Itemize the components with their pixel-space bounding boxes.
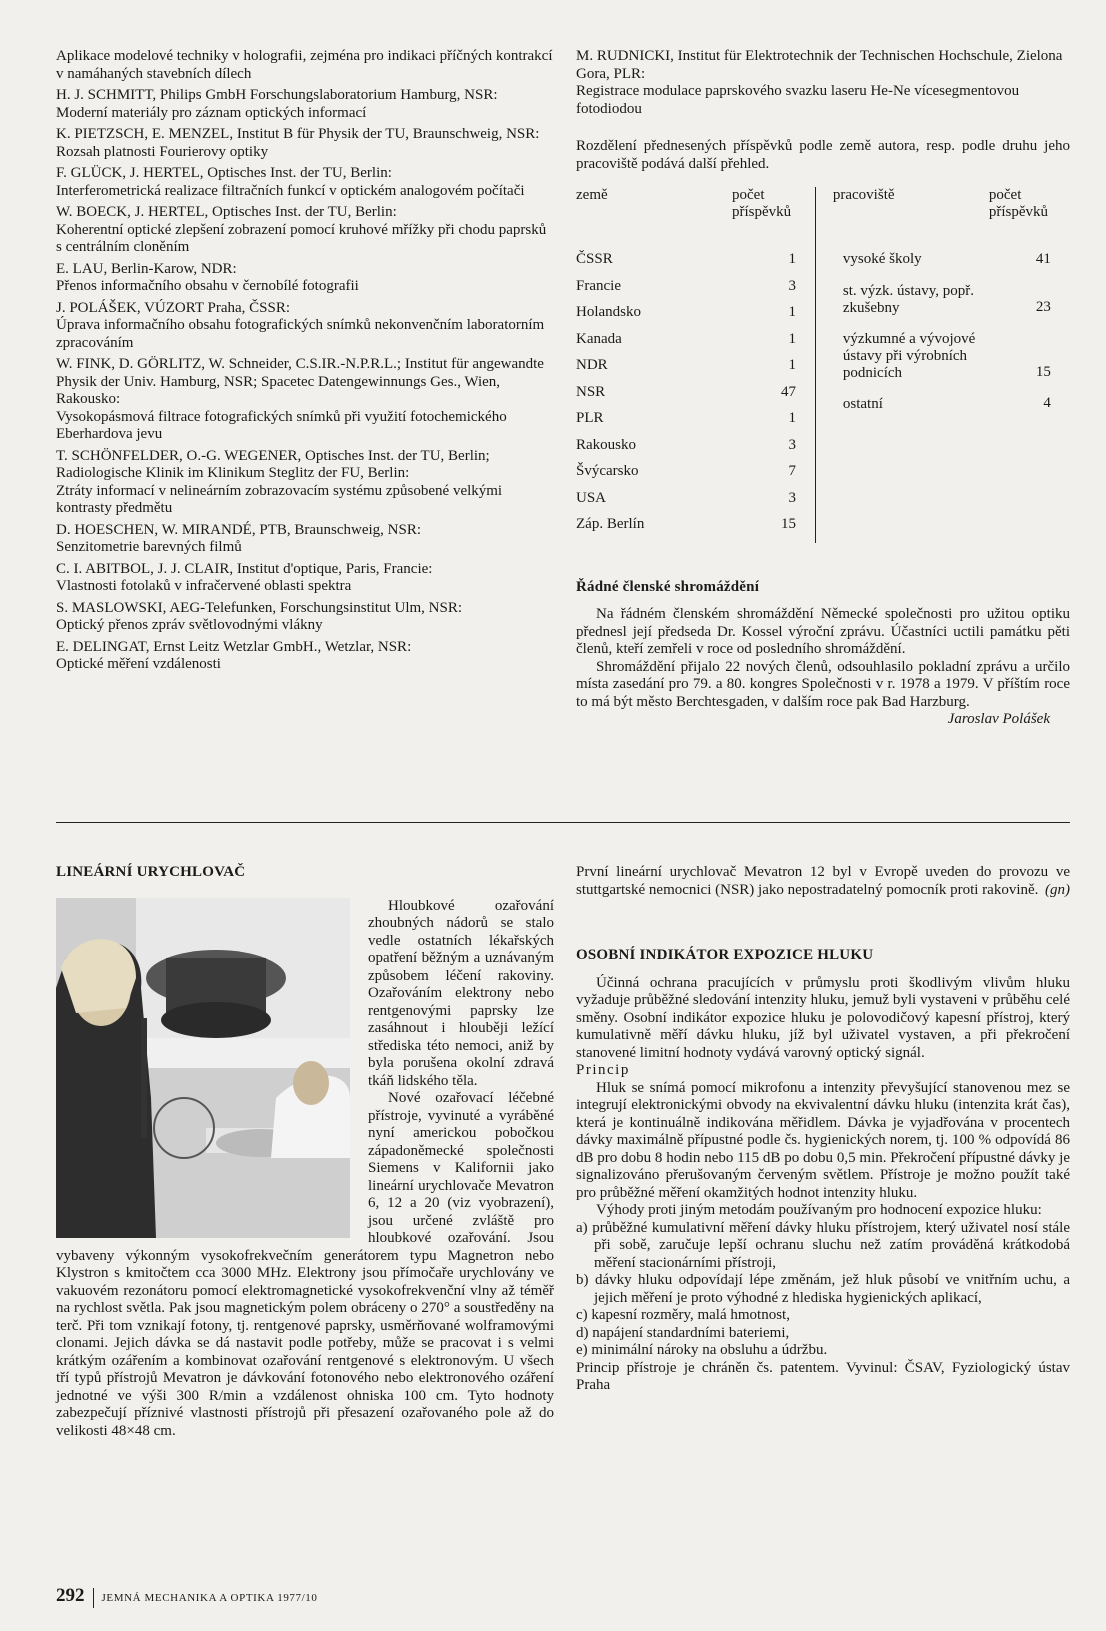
workplace-name: výzkumné a vývojové ústavy při výrobních podnicích	[842, 330, 976, 381]
workplace-name: st. výzk. ústavy, popř. zkušebny	[842, 282, 974, 316]
workplace-count: 4	[1043, 395, 1051, 411]
reference-authors: W. BOECK, J. HERTEL, Optisches Inst. der TU, Berlin:	[56, 204, 397, 220]
country-count: 3	[788, 436, 796, 453]
noise-paragraph-4: Princip přístroje je chráněn čs. patentem. Vyvinul: ČSAV, Fyziologický ústav Praha	[576, 1359, 1070, 1393]
country-row	[576, 304, 806, 331]
country-name: Francie	[576, 277, 621, 294]
reference-authors: D. HOESCHEN, W. MIRANDÉ, PTB, Braunschweig, NSR:	[56, 521, 422, 538]
accelerator-photo	[56, 898, 350, 1238]
country-row	[576, 516, 806, 543]
footer-separator	[93, 1588, 94, 1608]
country-name: Holandsko	[576, 304, 641, 320]
country-count: 1	[788, 357, 796, 373]
references-column	[56, 48, 554, 678]
country-row	[576, 410, 806, 437]
linac-closing	[576, 864, 1070, 899]
advantage-item: a) průběžné kumulativní měření dávky hluku přístrojem, který uživatel nosí stále při sobě, zaručuje lepší ochranu sluchu než zatím prováděná krátkodobá měření stacionárními přístroji,	[576, 1219, 1070, 1271]
linac-heading: LINEÁRNÍ URYCHLOVAČ	[56, 864, 246, 880]
country-name: Kanada	[576, 330, 622, 347]
country-name: Záp. Berlín	[576, 516, 645, 532]
right-bottom-column	[576, 864, 1070, 1395]
reference-authors: F. GLÜCK, J. HERTEL, Optisches Inst. der TU, Berlin:	[56, 165, 392, 181]
country-row	[576, 384, 806, 411]
workplace-row	[833, 382, 1061, 413]
linac-text-1: Hloubkové ozařování zhoubných nádorů se stalo vedle ostatních lékařských opatření běžným a uznávaným způsobem léčení rakoviny. Ozařováním elektrony nebo rentgenovými paprsky lze zasáhnout i hlouběji ležící střediska této nemoci, aniž by byla porušena okolní zdravá tkáň lidského těla.	[368, 897, 554, 1089]
reference-authors: J. POLÁŠEK, VÚZORT Praha, ČSSR:	[56, 299, 290, 316]
reference-authors: E. DELINGAT, Ernst Leitz Wetzlar GmbH., Wetzlar, NSR:	[56, 638, 412, 655]
country-count: 3	[788, 489, 796, 506]
workplace-name: vysoké školy	[842, 251, 922, 267]
advantage-item: b) dávky hluku odpovídají lépe změnám, jež hluk působí ve vnitřním uchu, a jejich měření je proto výhodné z hlediska hygienických aplikací,	[576, 1272, 1070, 1306]
country-name: Rakousko	[576, 436, 636, 453]
accelerator-photo-illustration	[56, 898, 350, 1238]
country-row	[576, 490, 806, 517]
reference-title: Moderní materiály pro záznam optických informací	[56, 104, 367, 121]
country-row	[576, 357, 806, 384]
reference-item	[56, 48, 554, 83]
country-name: USA	[576, 489, 607, 506]
section-divider	[56, 822, 1070, 823]
contributions-table	[576, 187, 1070, 543]
advantage-item: d) napájení standardními bateriemi,	[576, 1324, 790, 1341]
reference-item	[56, 448, 554, 518]
reference-authors: K. PIETZSCH, E. MENZEL, Institut B für Physik der TU, Braunschweig, NSR:	[56, 126, 540, 142]
country-count: 1	[788, 304, 796, 320]
reference-item	[56, 261, 554, 296]
reference-authors: M. RUDNICKI, Institut für Elektrotechnik der Technischen Hochschule, Zielona Gora, PLR:	[576, 48, 1063, 82]
country-count: 1	[788, 330, 796, 347]
reference-item	[56, 126, 554, 161]
reference-title: Vlastnosti fotolaků v infračervené oblasti spektra	[56, 578, 352, 594]
country-count: 3	[788, 277, 796, 294]
reference-title: Aplikace modelové techniky v holografii, zejména pro indikaci příčných kontrakcí v namáhaných stavebních dílech	[56, 48, 553, 82]
country-count: 15	[781, 516, 796, 532]
reference-authors: E. LAU, Berlin-Karow, NDR:	[56, 260, 237, 277]
reference-rudnicki	[576, 48, 1070, 118]
reference-authors: C. I. ABITBOL, J. J. CLAIR, Institut d'optique, Paris, Francie:	[56, 560, 433, 577]
country-row	[576, 251, 806, 278]
country-row	[576, 463, 806, 490]
noise-paragraph-2: Hluk se snímá pomocí mikrofonu a intenzity převyšující stanovenou mez se integrují elektronickými obvody na ekvivalentní dávku hluku (intenzita krát čas), která je kontinuálně indikována měřidlem. Dávka je vyjadřována v procentech dávky maximálně přípustné podle čs. hygienických norem, tj. 100 % odpovídá 86 dB pro dobu 8 hodin nebo 115 dB po dobu 0,5 min. Překročení přípustné dávky je signalizováno přerušovaným červeným světlem. Přístroje je možno použít také pro průběžné měření okamžitých hodnot intenzity hluku.	[576, 1079, 1070, 1201]
reference-item	[56, 165, 554, 200]
reference-item	[56, 522, 554, 557]
advantages-list	[576, 1220, 1070, 1360]
linac-signature: (gn)	[1045, 881, 1070, 898]
reference-title: Ztráty informací v nelineárním zobrazovacím systému způsobené velkými kontrasty předmětu	[56, 482, 503, 516]
workplace-count: 15	[1035, 364, 1051, 380]
reference-item	[56, 600, 554, 635]
meeting-heading: Řádné členské shromáždění	[576, 578, 760, 595]
workplace-list	[833, 251, 1061, 413]
workplace-count: 23	[1035, 299, 1051, 315]
workplace-name: ostatní	[842, 395, 883, 412]
country-name: NSR	[576, 383, 606, 400]
country-count: 1	[788, 410, 796, 426]
country-list	[576, 251, 806, 543]
country-row	[576, 331, 806, 358]
page-number: 292	[56, 1585, 85, 1606]
header-count-2: počet příspěvků	[988, 187, 1049, 220]
reference-item	[56, 87, 554, 122]
reference-authors: W. FINK, D. GÖRLITZ, W. Schneider, C.S.IR.-N.P.R.L.; Institut für angewandte Physik der Univ. Hamburg, NSR; Spacetec Datengewinnungs Ges., Wien, Rakousko:	[56, 356, 544, 407]
advantage-item: e) minimální nároky na obsluhu a údržbu.	[576, 1342, 828, 1358]
reference-title: Přenos informačního obsahu v černobílé fotografii	[56, 278, 359, 294]
reference-title: Úprava informačního obsahu fotografických snímků nekonvenčním laboratorním zpracováním	[56, 317, 545, 351]
country-name: PLR	[576, 410, 604, 426]
country-name: NDR	[576, 357, 608, 373]
table-intro: Rozdělení přednesených příspěvků podle země autora, resp. podle druhu jeho pracoviště podává další přehled.	[576, 138, 1070, 172]
reference-item	[56, 639, 554, 674]
reference-title: Koherentní optické zlepšení zobrazení pomocí kruhové mřížky při chodu paprsků s centrálním cloněním	[56, 221, 547, 255]
reference-title: Registrace modulace paprskového svazku laseru He-Ne vícesegmentovou fotodiodou	[576, 83, 1020, 117]
reference-authors: T. SCHÖNFELDER, O.-G. WEGENER, Optisches Inst. der TU, Berlin; Radiologische Klinik im Klinikum Steglitz der FU, Berlin:	[56, 447, 490, 481]
reference-title: Interferometrická realizace filtračních funkcí v optickém analogovém počítači	[56, 182, 525, 199]
workplace-row	[833, 269, 1061, 317]
noise-heading: OSOBNÍ INDIKÁTOR EXPOZICE HLUKU	[576, 947, 874, 963]
author-signature: Jaroslav Polášek	[947, 711, 1050, 727]
country-name: ČSSR	[576, 251, 613, 267]
header-workplace: pracoviště	[832, 187, 895, 203]
linac-article	[56, 864, 554, 1440]
country-count: 7	[788, 463, 796, 479]
reference-title: Rozsah platnosti Fourierovy optiky	[56, 143, 269, 160]
linac-text-2: Nové ozařovací léčebné přístroje, vyvinuté a vyráběné nyní americkou pobočkou západoněmecké společnosti Siemens v Kalifornii jako lineární urychlovače Mevatron 6, 12 a 20 (viz vyobrazení), jsou určené zvláště pro hloubkové ozařování. Jsou vybaveny výkonným vysokofrekvečním generátorem typu Magnetron nebo Klystron s kmitočtem cca 3000 MHz. Elektrony jsou přímočaře urychlovány ve vakuovém rezonátoru pomocí elektromagnetické vysokofrekvenční vlny až téměř na rychlost světla. Pak jsou magnetickým polem obráceny o 270° a soustředěny na terč. Při tom vznikají fotony, tj. rentgenové paprsky, usměrňované wolframovými clonami. Jejich dávka se dá nastavit podle potřeby, může se pracovat i s velmi krátkým ozářením a kombinovat ozařování rentgenové s elektronovým. U všech tří typů přístrojů Mevatron je dávkování fotonového nebo elektronového ozáření jednotné ve výši 300 R/min a vzdálenost ohniska 100 cm. Tyto hodnoty zabezpečují příznivé vlastnosti přístrojů při přesazení ozařovaného pole až do velikosti 48×48 cm.	[56, 1090, 554, 1439]
meeting-paragraph-2: Shromáždění přijalo 22 nových členů, odsouhlasilo pokladní zprávu a určilo místa zasedání pro 79. a 80. kongres Společnosti v r. 1978 a 1979. V příštím roce to má být město Berchtesgaden, v dalším roce pak Bad Harzburg.	[576, 658, 1070, 710]
country-count: 47	[781, 383, 796, 400]
reference-title: Optické měření vzdálenosti	[56, 656, 221, 672]
principle-subheading: Princip	[576, 1062, 630, 1078]
country-count: 1	[788, 251, 796, 267]
reference-title: Vysokopásmová filtrace fotografických snímků při využití fotochemického Eberhardova jevu	[56, 408, 507, 442]
reference-title: Senzitometrie barevných filmů	[56, 539, 242, 555]
reference-item	[56, 204, 554, 257]
linac-closing-text: První lineární urychlovač Mevatron 12 byl v Evropě uveden do provozu ve stuttgartské nemocnici (NSR) jako nepostradatelný pomocník proti rakovině.	[576, 864, 1070, 898]
workplace-count: 41	[1035, 251, 1051, 267]
header-country: země	[576, 187, 608, 203]
reference-item	[56, 561, 554, 596]
reference-authors: S. MASLOWSKI, AEG-Telefunken, Forschungsinstitut Ulm, NSR:	[56, 599, 463, 616]
reference-title: Optický přenos zpráv světlovodnými vlákny	[56, 617, 323, 633]
journal-title: JEMNÁ MECHANIKA A OPTIKA 1977/10	[101, 1592, 318, 1604]
workplace-row	[833, 251, 1061, 269]
country-name: Švýcarsko	[576, 463, 639, 479]
country-row	[576, 278, 806, 305]
page-footer	[56, 1585, 318, 1608]
reference-item	[56, 356, 554, 444]
country-row	[576, 437, 806, 464]
meeting-paragraph-1: Na řádném členském shromáždění Německé společnosti pro užitou optiku přednesl její předseda Dr. Kossel výroční zprávu. Účastníci uctili památku pěti členů, kteří zemřeli v roce od posledního shromáždění.	[576, 606, 1070, 657]
workplace-row	[833, 317, 1061, 382]
advantage-item: c) kapesní rozměry, malá hmotnost,	[576, 1307, 790, 1323]
noise-paragraph-3: Výhody proti jiným metodám používaným pro hodnocení expozice hluku:	[596, 1202, 1042, 1218]
reference-item	[56, 300, 554, 353]
header-count: počet příspěvků	[732, 187, 792, 220]
reference-authors: H. J. SCHMITT, Philips GmbH Forschungslaboratorium Hamburg, NSR:	[56, 87, 498, 103]
right-top-column	[576, 48, 1070, 729]
noise-paragraph-1: Účinná ochrana pracujících v průmyslu proti škodlivým vlivům hluku vyžaduje průběžné sledování intenzity hluku, jemuž byli vystaveni v průběhu celé směny. Osobní indikátor expozice hluku je polovodičový kapesní přístroj, který kumulativně měří dávku hluku, jíž byl uživatel vystaven, a při překročení stanovené limitní hodnoty vydává varovný optický signál.	[576, 974, 1070, 1061]
